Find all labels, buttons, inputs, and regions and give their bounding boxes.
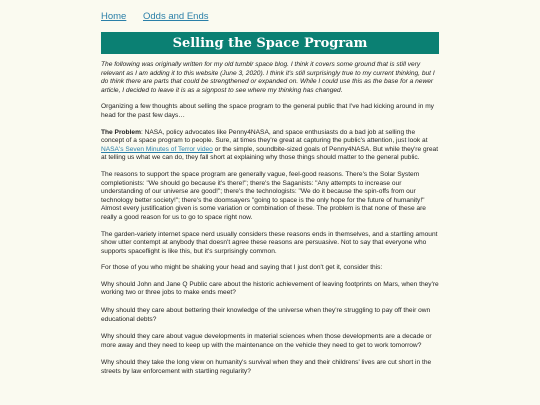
top-nav	[101, 11, 222, 22]
nasa-video-link[interactable]: NASA's Seven Minutes of Terror video	[101, 145, 213, 153]
question-paragraph: Why should they care about bettering their knowledge of the universe when they're struggling to pay off their own educational debts?	[101, 307, 431, 323]
paragraph-problem	[101, 129, 439, 163]
paragraph-3: The reasons to support the space program are generally vague, feel-good reasons. There's the Solar System completionists: "We should go because it's there!"; there's the Saganists: "Any attempts to increase our understanding of our universe are good!"; there's the technologists: "We do it because the spin-offs from our technology better society!"; there's the doomsayers "going to space is the only hope for the future of humanity!" Almost every justification given is some variation or combination of these. The problem is that none of these are really a good reason for us to go to space right now.	[101, 170, 426, 221]
question-paragraph: Why should they care about vague developments in material sciences when those developments are a decade or more away and they need to keep up with the maintenance on the vehicle they need to get to work tomorrow?	[101, 333, 432, 349]
problem-text-after: or the simple, soundbite-sized goals of Penny4NASA. But while they're great at telling us what we can do, they fall short at explaining why those things should matter to the general public.	[101, 145, 439, 162]
article-body	[101, 61, 439, 386]
problem-text-before: : NASA, policy advocates like Penny4NASA, and space enthusiasts do a bad job at selling the concept of a space program to people. Sure, at times they're great at capturing the public's attention, just look at	[101, 128, 428, 145]
paragraph-1: Organizing a few thoughts about selling the space program to the general public that I've had kicking around in my head for the past few days…	[101, 103, 434, 119]
paragraph-4: The garden-variety internet space nerd usually considers these reasons ends in themselves, and a startling amount show utter contempt at anybody that doesn't agree these reasons are persuasive. Not to say that everyone who supports spaceflight is like this, but it's surprisingly common.	[101, 230, 438, 255]
intro-paragraph: The following was originally written for my old tumblr space blog. I think it covers some ground that is still very relevant as I am adding it to this website (June 3, 2020). I think it's still surprisingly true to my current thinking, but I do think there are parts that could be strengthened or expanded on. While I could use this as the base for a newer article, I decided to leave it is as a signpost to see where my thinking has changed.	[101, 61, 435, 94]
page-title: Selling the Space Program	[172, 35, 368, 51]
paragraph-5: For those of you who might be shaking your head and saying that I just don't get it, consider this:	[101, 264, 383, 272]
nav-home-link[interactable]: Home	[101, 11, 127, 22]
title-banner	[101, 32, 439, 54]
nav-odds-link[interactable]: Odds and Ends	[142, 11, 209, 22]
problem-label: The Problem	[101, 128, 141, 136]
question-paragraph: Why should they take the long view on humanity's survival when they and their childrens' lives are cut short in the streets by law enforcement with startling regularity?	[101, 359, 432, 376]
question-paragraph: Why should John and Jane Q Public care about the historic achievement of leaving footprints on Mars, when they're working two or three jobs to make ends meet?	[101, 280, 439, 297]
